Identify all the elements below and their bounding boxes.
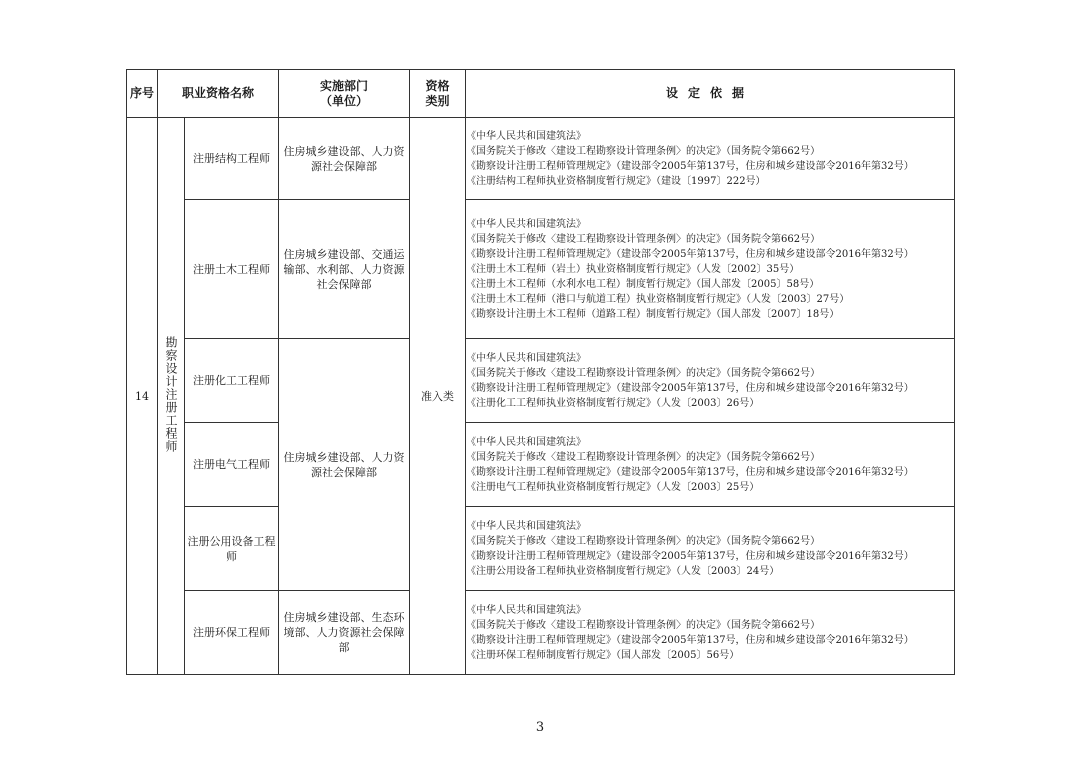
basis-line: 《中华人民共和国建筑法》	[466, 130, 587, 142]
dept-cell: 住房城乡建设部、人力资源社会保障部	[279, 118, 410, 200]
basis-line: 《注册土木工程师（岩土）执业资格制度暂行规定》（人发〔2002〕35号）	[466, 263, 800, 275]
basis-cell	[466, 118, 955, 200]
basis-line: 《国务院关于修改〈建设工程勘察设计管理条例〉的决定》（国务院令第662号）	[466, 619, 821, 631]
dept-cell: 住房城乡建设部、生态环境部、人力资源社会保障部	[279, 591, 410, 675]
basis-line: 《国务院关于修改〈建设工程勘察设计管理条例〉的决定》（国务院令第662号）	[466, 367, 821, 379]
page-number: 3	[535, 720, 545, 735]
table-row	[127, 200, 955, 339]
basis-line: 《注册公用设备工程师执业资格制度暂行规定》（人发〔2003〕24号）	[466, 565, 780, 577]
basis-line: 《中华人民共和国建筑法》	[466, 604, 587, 616]
basis-line: 《注册环保工程师制度暂行规定》（国人部发〔2005〕56号）	[466, 649, 740, 661]
header-type: 资格类别	[410, 70, 466, 118]
basis-line: 《中华人民共和国建筑法》	[466, 352, 587, 364]
basis-line: 《注册土木工程师（水利水电工程）制度暂行规定》（国人部发〔2005〕58号）	[466, 278, 820, 290]
basis-line: 《国务院关于修改〈建设工程勘察设计管理条例〉的决定》（国务院令第662号）	[466, 451, 821, 463]
basis-line: 《勘察设计注册工程师管理规定》（建设部令2005年第137号，住房和城乡建设部令2016年第32号）	[466, 466, 914, 478]
category-label: 勘察设计注册工程师	[164, 335, 178, 453]
header-basis: 设定依据	[466, 70, 955, 118]
basis-line: 《勘察设计注册工程师管理规定》（建设部令2005年第137号，住房和城乡建设部令2016年第32号）	[466, 382, 914, 394]
dept-cell: 住房城乡建设部、交通运输部、水利部、人力资源社会保障部	[279, 200, 410, 339]
basis-line: 《注册土木工程师（港口与航道工程）执业资格制度暂行规定》（人发〔2003〕27号）	[466, 293, 850, 305]
basis-line: 《勘察设计注册工程师管理规定》（建设部令2005年第137号，住房和城乡建设部令2016年第32号）	[466, 550, 914, 562]
basis-cell	[466, 423, 955, 507]
basis-line: 《注册结构工程师执业资格制度暂行规定》（建设〔1997〕222号）	[466, 175, 766, 187]
header-seq: 序号	[127, 70, 158, 118]
basis-line: 《注册化工工程师执业资格制度暂行规定》（人发〔2003〕26号）	[466, 397, 760, 409]
seq-cell: 14	[127, 118, 158, 675]
basis-line: 《中华人民共和国建筑法》	[466, 520, 587, 532]
basis-line: 《中华人民共和国建筑法》	[466, 436, 587, 448]
dept-cell: 住房城乡建设部、人力资源社会保障部	[279, 339, 410, 591]
category-cell	[158, 118, 185, 675]
basis-cell	[466, 591, 955, 675]
basis-line: 《勘察设计注册工程师管理规定》（建设部令2005年第137号，住房和城乡建设部令2016年第32号）	[466, 248, 914, 260]
basis-line: 《注册电气工程师执业资格制度暂行规定》（人发〔2003〕25号）	[466, 481, 760, 493]
basis-cell	[466, 200, 955, 339]
table-row	[127, 507, 955, 591]
basis-line: 《国务院关于修改〈建设工程勘察设计管理条例〉的决定》（国务院令第662号）	[466, 535, 821, 547]
header-name: 职业资格名称	[158, 70, 279, 118]
type-cell: 准入类	[410, 118, 466, 675]
basis-line: 《勘察设计注册工程师管理规定》（建设部令2005年第137号，住房和城乡建设部令2016年第32号）	[466, 160, 914, 172]
table-row	[127, 118, 955, 200]
table-row	[127, 423, 955, 507]
qual-name: 注册环保工程师	[185, 591, 279, 675]
qual-name: 注册土木工程师	[185, 200, 279, 339]
basis-line: 《国务院关于修改〈建设工程勘察设计管理条例〉的决定》（国务院令第662号）	[466, 233, 821, 245]
basis-line: 《勘察设计注册土木工程师（道路工程）制度暂行规定》（国人部发〔2007〕18号）	[466, 308, 840, 320]
table-row	[127, 339, 955, 423]
qual-name: 注册化工工程师	[185, 339, 279, 423]
basis-cell	[466, 507, 955, 591]
header-dept: 实施部门（单位）	[279, 70, 410, 118]
qual-name: 注册结构工程师	[185, 118, 279, 200]
basis-cell	[466, 339, 955, 423]
qualification-table	[126, 69, 955, 675]
table-header-row	[127, 70, 955, 118]
basis-line: 《国务院关于修改〈建设工程勘察设计管理条例〉的决定》（国务院令第662号）	[466, 145, 821, 157]
table-row	[127, 591, 955, 675]
qual-name: 注册电气工程师	[185, 423, 279, 507]
qual-name: 注册公用设备工程师	[185, 507, 279, 591]
basis-line: 《勘察设计注册工程师管理规定》（建设部令2005年第137号，住房和城乡建设部令2016年第32号）	[466, 634, 914, 646]
basis-line: 《中华人民共和国建筑法》	[466, 218, 587, 230]
